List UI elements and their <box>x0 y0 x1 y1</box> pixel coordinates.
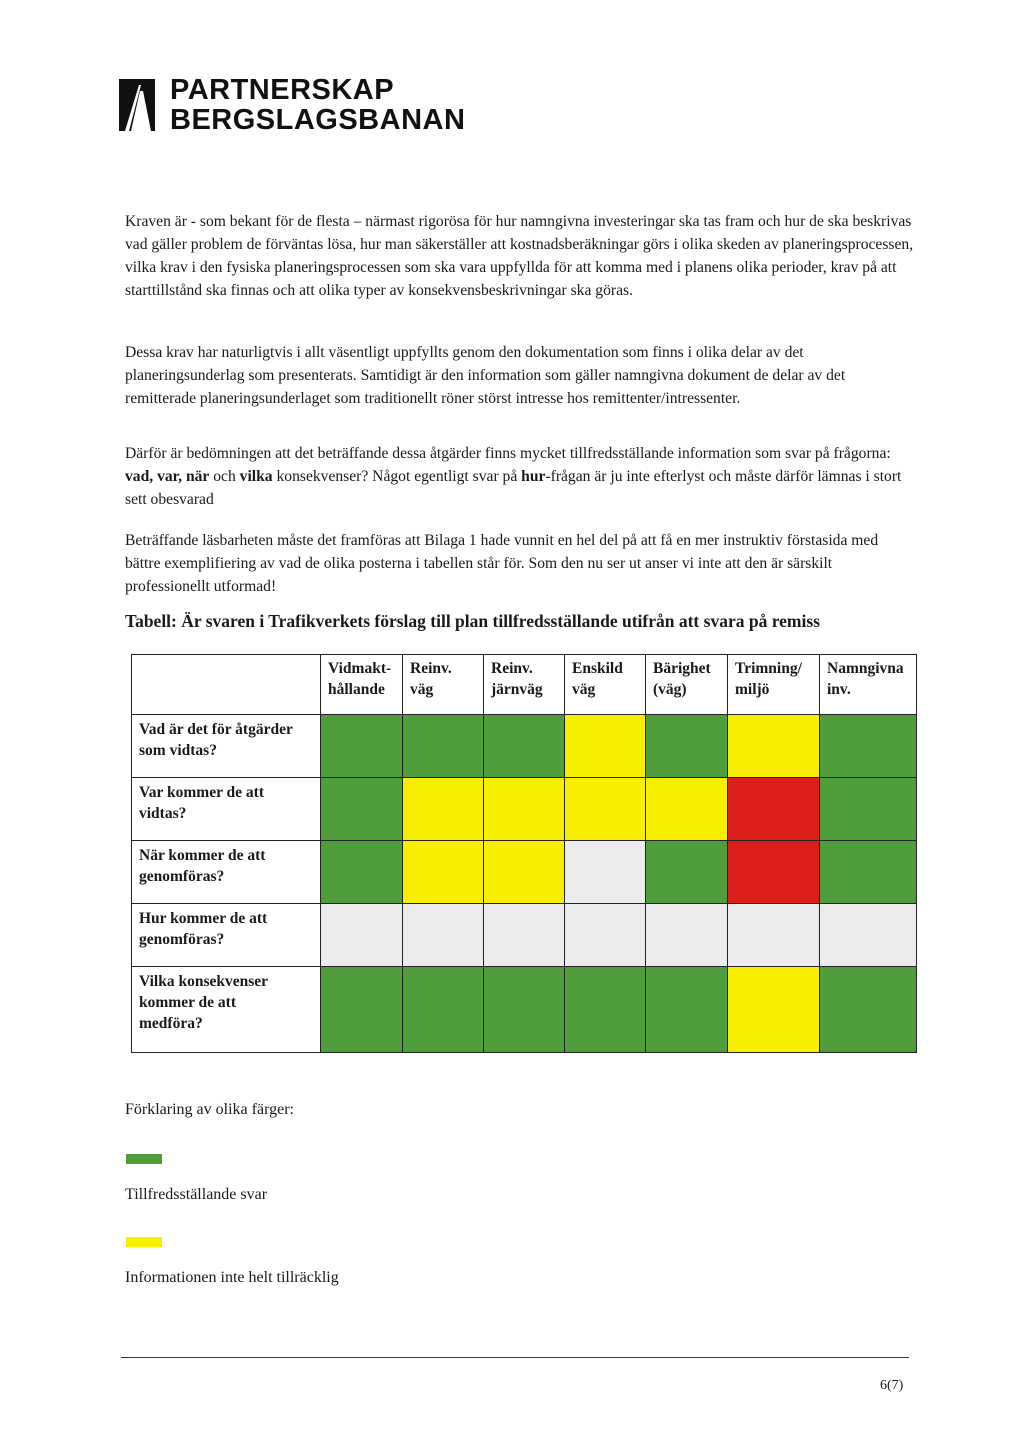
header-corner-cell <box>132 655 321 715</box>
rating-cell <box>646 967 728 1053</box>
rating-cell <box>484 904 565 967</box>
column-header: Reinv. järnväg <box>484 655 565 715</box>
row-header-cell: Var kommer de att vidtas? <box>132 778 321 841</box>
table-row <box>132 841 917 904</box>
rating-cell <box>728 967 820 1053</box>
rating-cell <box>484 778 565 841</box>
rating-cell <box>646 778 728 841</box>
rating-cell <box>403 904 484 967</box>
rating-cell <box>403 841 484 904</box>
rating-cell <box>565 715 646 778</box>
table-header-row <box>132 655 917 715</box>
rating-cell <box>820 904 917 967</box>
table-title: Tabell: Är svaren i Trafikverkets förslag till plan tillfredsställande utifrån att svara på remiss <box>125 611 820 631</box>
p3-text-d: konsekvenser? Något egentligt svar på <box>272 468 522 485</box>
table-row <box>132 715 917 778</box>
legend-label-insufficient: Informationen inte helt tillräcklig <box>125 1269 339 1286</box>
rating-cell <box>484 715 565 778</box>
row-header-cell: Vad är det för åtgärder som vidtas? <box>132 715 321 778</box>
legend-swatch-yellow <box>126 1237 162 1247</box>
table-row <box>132 778 917 841</box>
rating-cell <box>484 967 565 1053</box>
rating-cell <box>321 778 403 841</box>
rating-cell <box>403 715 484 778</box>
legend-title: Förklaring av olika färger: <box>125 1101 294 1118</box>
paragraph-assessment <box>125 442 915 511</box>
rating-cell <box>646 715 728 778</box>
organization-logo <box>117 75 477 135</box>
rating-cell <box>820 967 917 1053</box>
rating-cell <box>728 841 820 904</box>
paragraph-documentation: Dessa krav har naturligtvis i allt väsentligt uppfyllts genom den dokumentation som finns i olika delar av det planeringsunderlag som presenterats. Samtidigt är den information som gäller namngivna dokument de delar av det remitterade planeringsunderlaget som traditionellt röner störst intresse hos remittenter/intressenter. <box>125 344 846 407</box>
paragraph-readability: Beträffande läsbarheten måste det framföras att Bilaga 1 hade vunnit en hel del på att få en mer instruktiv förstasida med bättre exemplifiering av vad de olika posterna i tabellen står för. Som den nu ser ut anser vi inte att den är särskilt professionellt utformad! <box>125 532 879 595</box>
legend-swatch-green <box>126 1154 162 1164</box>
rating-cell <box>820 841 917 904</box>
rating-cell <box>565 904 646 967</box>
rating-cell <box>728 715 820 778</box>
rating-cell <box>565 778 646 841</box>
rating-cell <box>820 715 917 778</box>
column-header: Namngivna inv. <box>820 655 917 715</box>
rating-cell <box>403 967 484 1053</box>
p3-bold-which: vilka <box>239 468 273 485</box>
rating-cell <box>321 841 403 904</box>
column-header: Enskild väg <box>565 655 646 715</box>
rating-cell <box>484 841 565 904</box>
p3-bold-questions: vad, var, när <box>125 468 210 485</box>
column-header: Trimning/ miljö <box>728 655 820 715</box>
logo-text-line1: PARTNERSKAP <box>170 74 395 106</box>
rating-cell <box>565 967 646 1053</box>
p3-text-a: Därför är bedömningen att det beträffande dessa åtgärder finns mycket tillfredsställande information som svar på frågorna: <box>125 445 891 462</box>
logo-mark-icon <box>117 75 161 133</box>
table-row <box>132 967 917 1053</box>
rating-cell <box>403 778 484 841</box>
rating-cell <box>321 904 403 967</box>
column-header: Reinv. väg <box>403 655 484 715</box>
legend-label-satisfactory: Tillfredsställande svar <box>125 1186 268 1203</box>
p3-bold-how: hur <box>521 468 546 485</box>
footer-divider <box>121 1357 909 1358</box>
assessment-table <box>131 654 917 1053</box>
paragraph-requirements: Kraven är - som bekant för de flesta – närmast rigorösa för hur namngivna investeringar ska tas fram och hur de ska beskrivas vad gäller problem de förväntas lösa, hur man säkerställer att kostnadsberäkningar görs i olika skeden av planeringsprocessen, vilka krav i den fysiska planeringsprocessen som ska vara uppfyllda för att komma med i planens olika perioder, krav på att starttillstånd ska finnas och att olika typer av konsekvensbeskrivningar ska göras. <box>125 213 914 299</box>
page-number: 6(7) <box>880 1378 904 1393</box>
column-header: Bärighet (väg) <box>646 655 728 715</box>
rating-cell <box>728 778 820 841</box>
logo-text-line2: BERGSLAGSBANAN <box>170 104 466 136</box>
rating-cell <box>646 841 728 904</box>
row-header-cell: Vilka konsekvenser kommer de att medföra? <box>132 967 321 1053</box>
row-header-cell: Hur kommer de att genomföras? <box>132 904 321 967</box>
row-header-cell: När kommer de att genomföras? <box>132 841 321 904</box>
table-row <box>132 904 917 967</box>
p3-text-c: och <box>209 468 240 485</box>
column-header: Vidmakt- hållande <box>321 655 403 715</box>
rating-cell <box>820 778 917 841</box>
rating-cell <box>646 904 728 967</box>
rating-cell <box>321 715 403 778</box>
p3-text-e: -frågan är ju inte efterlyst och måste därför lämnas i stort sett obesvarad <box>125 468 902 508</box>
rating-cell <box>321 967 403 1053</box>
rating-cell <box>565 841 646 904</box>
rating-cell <box>728 904 820 967</box>
